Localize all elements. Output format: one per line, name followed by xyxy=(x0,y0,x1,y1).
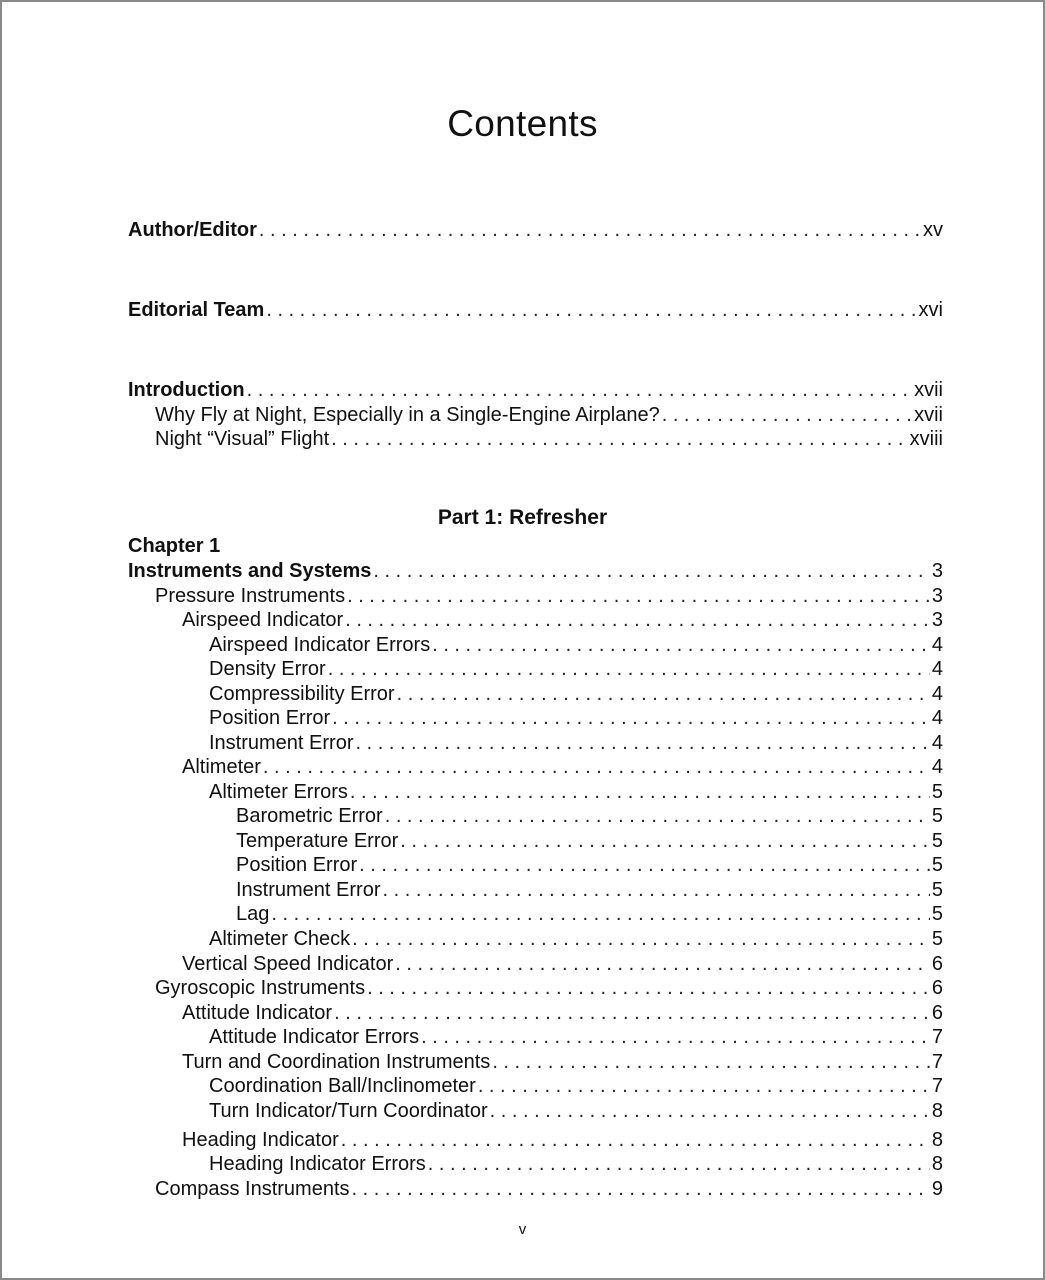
toc-entry-page: xv xyxy=(923,219,943,241)
toc-entry-label: Gyroscopic Instruments xyxy=(155,977,366,999)
toc-entry-page: 5 xyxy=(931,805,943,827)
toc-entry-label: Why Fly at Night, Especially in a Single-Engine Airplane? xyxy=(155,404,660,426)
dot-leader xyxy=(328,656,930,682)
toc-entry[interactable] xyxy=(209,632,943,658)
dot-leader xyxy=(247,377,912,403)
toc-entry[interactable] xyxy=(209,656,943,682)
toc-entry-author-editor[interactable] xyxy=(128,217,943,243)
toc-entry-label: Airspeed Indicator xyxy=(182,609,344,631)
toc-entry-page: 9 xyxy=(931,1178,943,1200)
toc-entry-page: 8 xyxy=(931,1100,943,1122)
dot-leader xyxy=(359,852,930,878)
toc-entry-label: Instruments and Systems xyxy=(128,560,372,582)
dot-leader xyxy=(395,951,930,977)
toc-entry-label: Attitude Indicator Errors xyxy=(209,1026,420,1048)
toc-entry-editorial-team[interactable] xyxy=(128,297,943,323)
dot-leader xyxy=(347,583,930,609)
dot-leader xyxy=(259,217,921,243)
toc-entry[interactable] xyxy=(209,1151,943,1177)
dot-leader xyxy=(367,975,930,1001)
dot-leader xyxy=(345,607,930,633)
toc-entry-page: 6 xyxy=(931,977,943,999)
toc-entry-label: Position Error xyxy=(209,707,331,729)
toc-entry[interactable] xyxy=(236,852,943,878)
toc-entry[interactable] xyxy=(182,607,943,633)
toc-entry[interactable] xyxy=(155,583,943,609)
dot-leader xyxy=(373,558,929,584)
toc-entry-label: Turn and Coordination Instruments xyxy=(182,1051,491,1073)
toc-entry-label: Density Error xyxy=(209,658,326,680)
page-title: Contents xyxy=(447,103,598,144)
toc-entry-label: Lag xyxy=(236,903,270,925)
toc-entry-label: Vertical Speed Indicator xyxy=(182,953,394,975)
dot-leader xyxy=(331,426,908,452)
toc-entry-label: Heading Indicator xyxy=(182,1129,339,1151)
toc-entry-page: 4 xyxy=(931,707,943,729)
dot-leader xyxy=(266,297,916,323)
toc-entry-label: Altimeter xyxy=(182,756,261,778)
toc-entry-label: Author/Editor xyxy=(128,219,257,241)
dot-leader xyxy=(662,402,912,428)
dot-leader xyxy=(492,1049,930,1075)
toc-entry[interactable] xyxy=(209,681,943,707)
dot-leader xyxy=(400,828,930,854)
toc-entry-page: 4 xyxy=(931,732,943,754)
toc-entry-label: Night “Visual” Flight xyxy=(155,428,330,450)
dot-leader xyxy=(334,1000,930,1026)
toc-entry-label: Editorial Team xyxy=(128,299,265,321)
toc-entry-page: 7 xyxy=(931,1026,943,1048)
toc-entry-label: Compass Instruments xyxy=(155,1178,350,1200)
dot-leader xyxy=(428,1151,930,1177)
dot-leader xyxy=(355,730,929,756)
toc-entry-page: 4 xyxy=(931,756,943,778)
dot-leader xyxy=(382,877,929,903)
toc-entry[interactable] xyxy=(236,828,943,854)
toc-entry-label: Barometric Error xyxy=(236,805,383,827)
toc-entry-label: Instrument Error xyxy=(209,732,354,754)
chapter-label: Chapter 1 xyxy=(128,535,221,557)
dot-leader xyxy=(350,779,930,805)
toc-entry-label: Turn Indicator/Turn Coordinator xyxy=(209,1100,488,1122)
toc-entry[interactable] xyxy=(182,951,943,977)
dot-leader xyxy=(421,1024,930,1050)
toc-entry-chapter-title[interactable] xyxy=(128,558,943,584)
toc-entry[interactable] xyxy=(155,1176,943,1202)
toc-entry[interactable] xyxy=(209,926,943,952)
toc-entry-label: Attitude Indicator xyxy=(182,1002,333,1024)
toc-entry[interactable] xyxy=(236,803,943,829)
toc-entry-page: xviii xyxy=(909,428,943,450)
toc-entry-page: 3 xyxy=(931,560,943,582)
part-heading: Part 1: Refresher xyxy=(437,506,608,529)
toc-entry-page: xvii xyxy=(914,379,943,401)
toc-entry-page: 8 xyxy=(931,1129,943,1151)
toc-entry-page: 6 xyxy=(931,1002,943,1024)
toc-entry-page: xvi xyxy=(918,299,943,321)
dot-leader xyxy=(397,681,930,707)
toc-entry[interactable] xyxy=(236,877,943,903)
toc-entry[interactable] xyxy=(182,1000,943,1026)
dot-leader xyxy=(271,901,930,927)
toc-entry[interactable] xyxy=(182,754,943,780)
dot-leader xyxy=(478,1073,930,1099)
toc-entry-page: 3 xyxy=(931,585,943,607)
toc-entry-page: xvii xyxy=(914,404,943,426)
toc-entry-label: Airspeed Indicator Errors xyxy=(209,634,431,656)
toc-entry-label: Introduction xyxy=(128,379,245,401)
toc-entry[interactable] xyxy=(209,1098,943,1124)
toc-entry-page: 8 xyxy=(931,1153,943,1175)
page-number: v xyxy=(518,1221,527,1238)
toc-entry-label: Instrument Error xyxy=(236,879,381,901)
toc-entry-label: Altimeter Check xyxy=(209,928,351,950)
toc-entry-page: 5 xyxy=(931,854,943,876)
dot-leader xyxy=(332,705,930,731)
toc-entry-page: 4 xyxy=(931,683,943,705)
toc-entry-page: 5 xyxy=(931,830,943,852)
toc-entry[interactable] xyxy=(155,975,943,1001)
dot-leader xyxy=(352,1176,930,1202)
toc-entry-page: 7 xyxy=(931,1051,943,1073)
toc-entry-label: Position Error xyxy=(236,854,358,876)
toc-entry-page: 5 xyxy=(931,879,943,901)
toc-entry-page: 6 xyxy=(931,953,943,975)
toc-entry-introduction[interactable] xyxy=(128,377,943,403)
toc-entry[interactable] xyxy=(209,705,943,731)
toc-entry-page: 4 xyxy=(931,658,943,680)
toc-entry-label: Heading Indicator Errors xyxy=(209,1153,426,1175)
toc-entry-label: Altimeter Errors xyxy=(209,781,348,803)
toc-entry-page: 5 xyxy=(931,781,943,803)
toc-entry[interactable] xyxy=(209,1024,943,1050)
toc-entry-page: 4 xyxy=(931,634,943,656)
toc-entry-why-fly-at-night[interactable] xyxy=(155,402,943,428)
toc-entry-label: Compressibility Error xyxy=(209,683,395,705)
toc-entry-page: 3 xyxy=(931,609,943,631)
toc-entry[interactable] xyxy=(236,901,943,927)
toc-entry-page: 5 xyxy=(931,903,943,925)
toc-entry[interactable] xyxy=(182,1049,943,1075)
toc-entry[interactable] xyxy=(209,1073,943,1099)
dot-leader xyxy=(432,632,930,658)
dot-leader xyxy=(385,803,930,829)
dot-leader xyxy=(341,1127,930,1153)
dot-leader xyxy=(352,926,930,952)
toc-entry-label: Pressure Instruments xyxy=(155,585,346,607)
toc-entry[interactable] xyxy=(209,779,943,805)
toc-entry-page: 5 xyxy=(931,928,943,950)
toc-entry[interactable] xyxy=(182,1127,943,1153)
toc-entry-label: Temperature Error xyxy=(236,830,399,852)
dot-leader xyxy=(263,754,930,780)
toc-entry-night-visual-flight[interactable] xyxy=(155,426,943,452)
toc-entry[interactable] xyxy=(209,730,943,756)
toc-entry-label: Coordination Ball/Inclinometer xyxy=(209,1075,476,1097)
dot-leader xyxy=(490,1098,930,1124)
toc-entry-page: 7 xyxy=(931,1075,943,1097)
